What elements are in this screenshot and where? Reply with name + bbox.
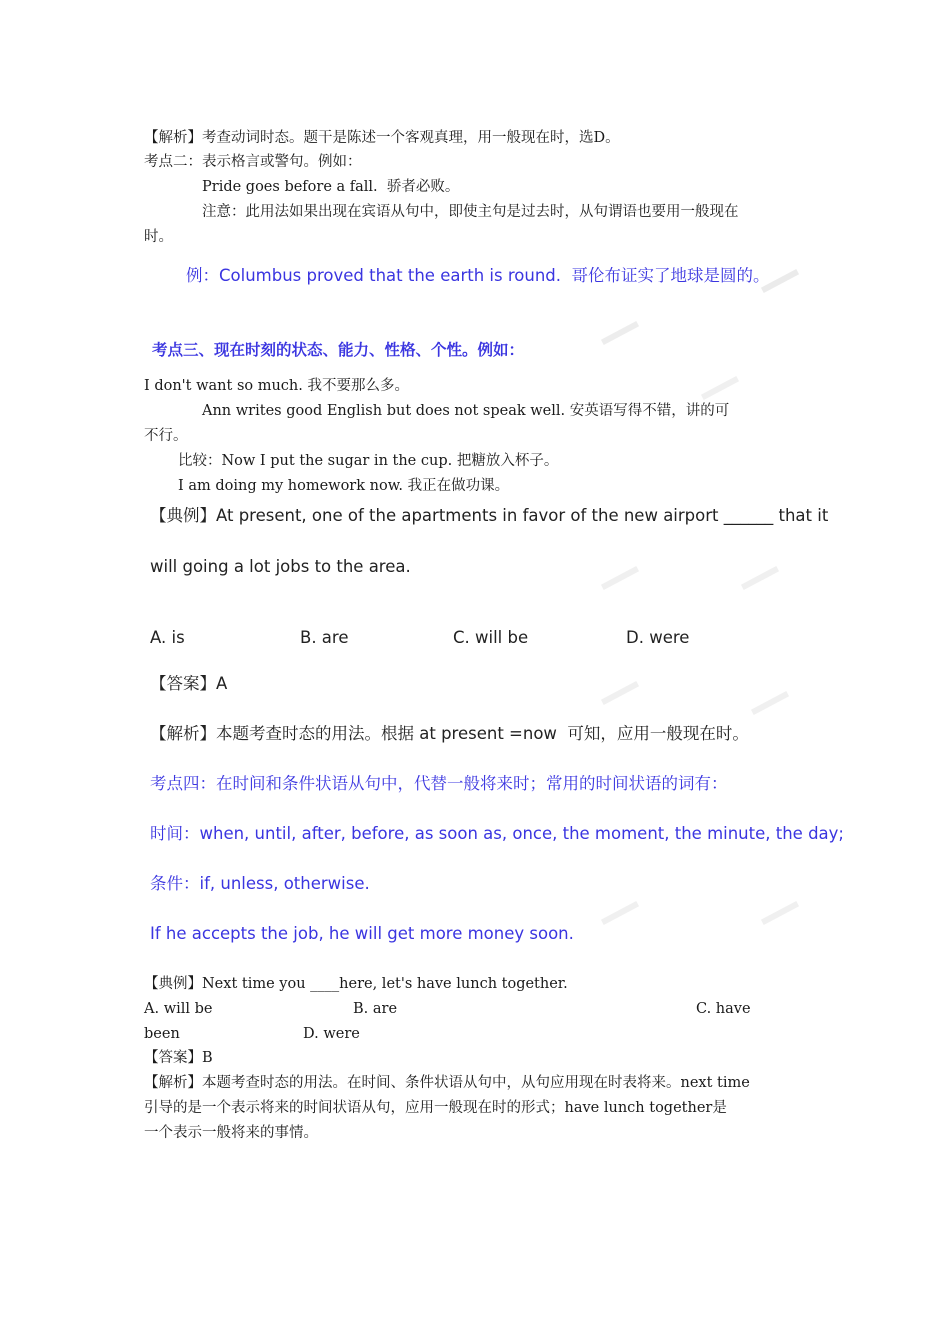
note-line-2: 时。: [144, 229, 173, 245]
watermark: [601, 901, 639, 925]
watermark: [741, 566, 779, 590]
answer-2: 【答案】B: [144, 1050, 213, 1066]
point-four-heading: 考点四：在时间和条件状语从句中，代替一般将来时；常用的时间状语的词有：: [150, 774, 728, 793]
option-d: D. were: [626, 628, 690, 647]
option-b: B. are: [300, 628, 349, 647]
option-c: C. will be: [453, 628, 529, 647]
option2-a: A. will be: [144, 1001, 213, 1017]
watermark: [701, 376, 739, 400]
watermark: [751, 691, 789, 715]
option2-d: D. were: [303, 1026, 360, 1042]
option2-c: C. have: [696, 1001, 751, 1017]
watermark: [601, 681, 639, 705]
compare-line-2: I am doing my homework now. 我正在做功课。: [178, 478, 510, 494]
option2-c-cont: been: [144, 1026, 180, 1042]
condition-conjunctions: 条件：if, unless, otherwise.: [150, 874, 370, 893]
point-three-heading: 考点三、现在时刻的状态、能力、性格、个性。例如：: [152, 341, 525, 359]
answer-1: 【答案】A: [150, 674, 228, 693]
option-a: A. is: [150, 628, 185, 647]
option2-b: B. are: [353, 1001, 398, 1017]
analysis-3-line-3: 一个表示一般将来的事情。: [144, 1125, 318, 1141]
typical-example-1: 【典例】At present, one of the apartments in favor of the new airport ______ that it: [150, 506, 829, 525]
watermark: [601, 321, 639, 345]
time-conjunctions: 时间：when, until, after, before, as soon as, once, the moment, the minute, the day;: [150, 824, 844, 843]
analysis-2: 【解析】本题考查时态的用法。根据 at present =now 可知，应用一般现在时。: [150, 724, 749, 743]
condition-example: If he accepts the job, he will get more money soon.: [150, 924, 574, 943]
watermark: [601, 566, 639, 590]
point-two-heading: 考点二：表示格言或警句。例如：: [144, 154, 362, 170]
proverb-example: Pride goes before a fall. 骄者必败。: [202, 179, 460, 195]
note-line-1: 注意：此用法如果出现在宾语从句中，即使主句是过去时，从句谓语也要用一般现在: [202, 204, 739, 220]
watermark: [761, 901, 799, 925]
compare-line-1: 比较：Now I put the sugar in the cup. 把糖放入杯子。: [178, 453, 559, 469]
analysis-line-1: 【解析】考查动词时态。题干是陈述一个客观真理，用一般现在时，选D。: [144, 130, 620, 146]
columbus-example: 例：Columbus proved that the earth is round. 哥伦布证实了地球是圆的。: [186, 266, 770, 285]
example-line-2: Ann writes good English but does not speak well. 安英语写得不错，讲的可: [202, 403, 730, 419]
analysis-3-line-1: 【解析】本题考查时态的用法。在时间、条件状语从句中，从句应用现在时表将来。next time: [144, 1075, 750, 1091]
typical-example-1-cont: will going a lot jobs to the area.: [150, 557, 411, 576]
example-line-1: I don't want so much. 我不要那么多。: [144, 378, 409, 394]
example-line-3: 不行。: [144, 428, 188, 444]
typical-example-2: 【典例】Next time you ____here, let's have lunch together.: [144, 976, 568, 992]
analysis-3-line-2: 引导的是一个表示将来的时间状语从句，应用一般现在时的形式；have lunch together是: [144, 1100, 727, 1116]
